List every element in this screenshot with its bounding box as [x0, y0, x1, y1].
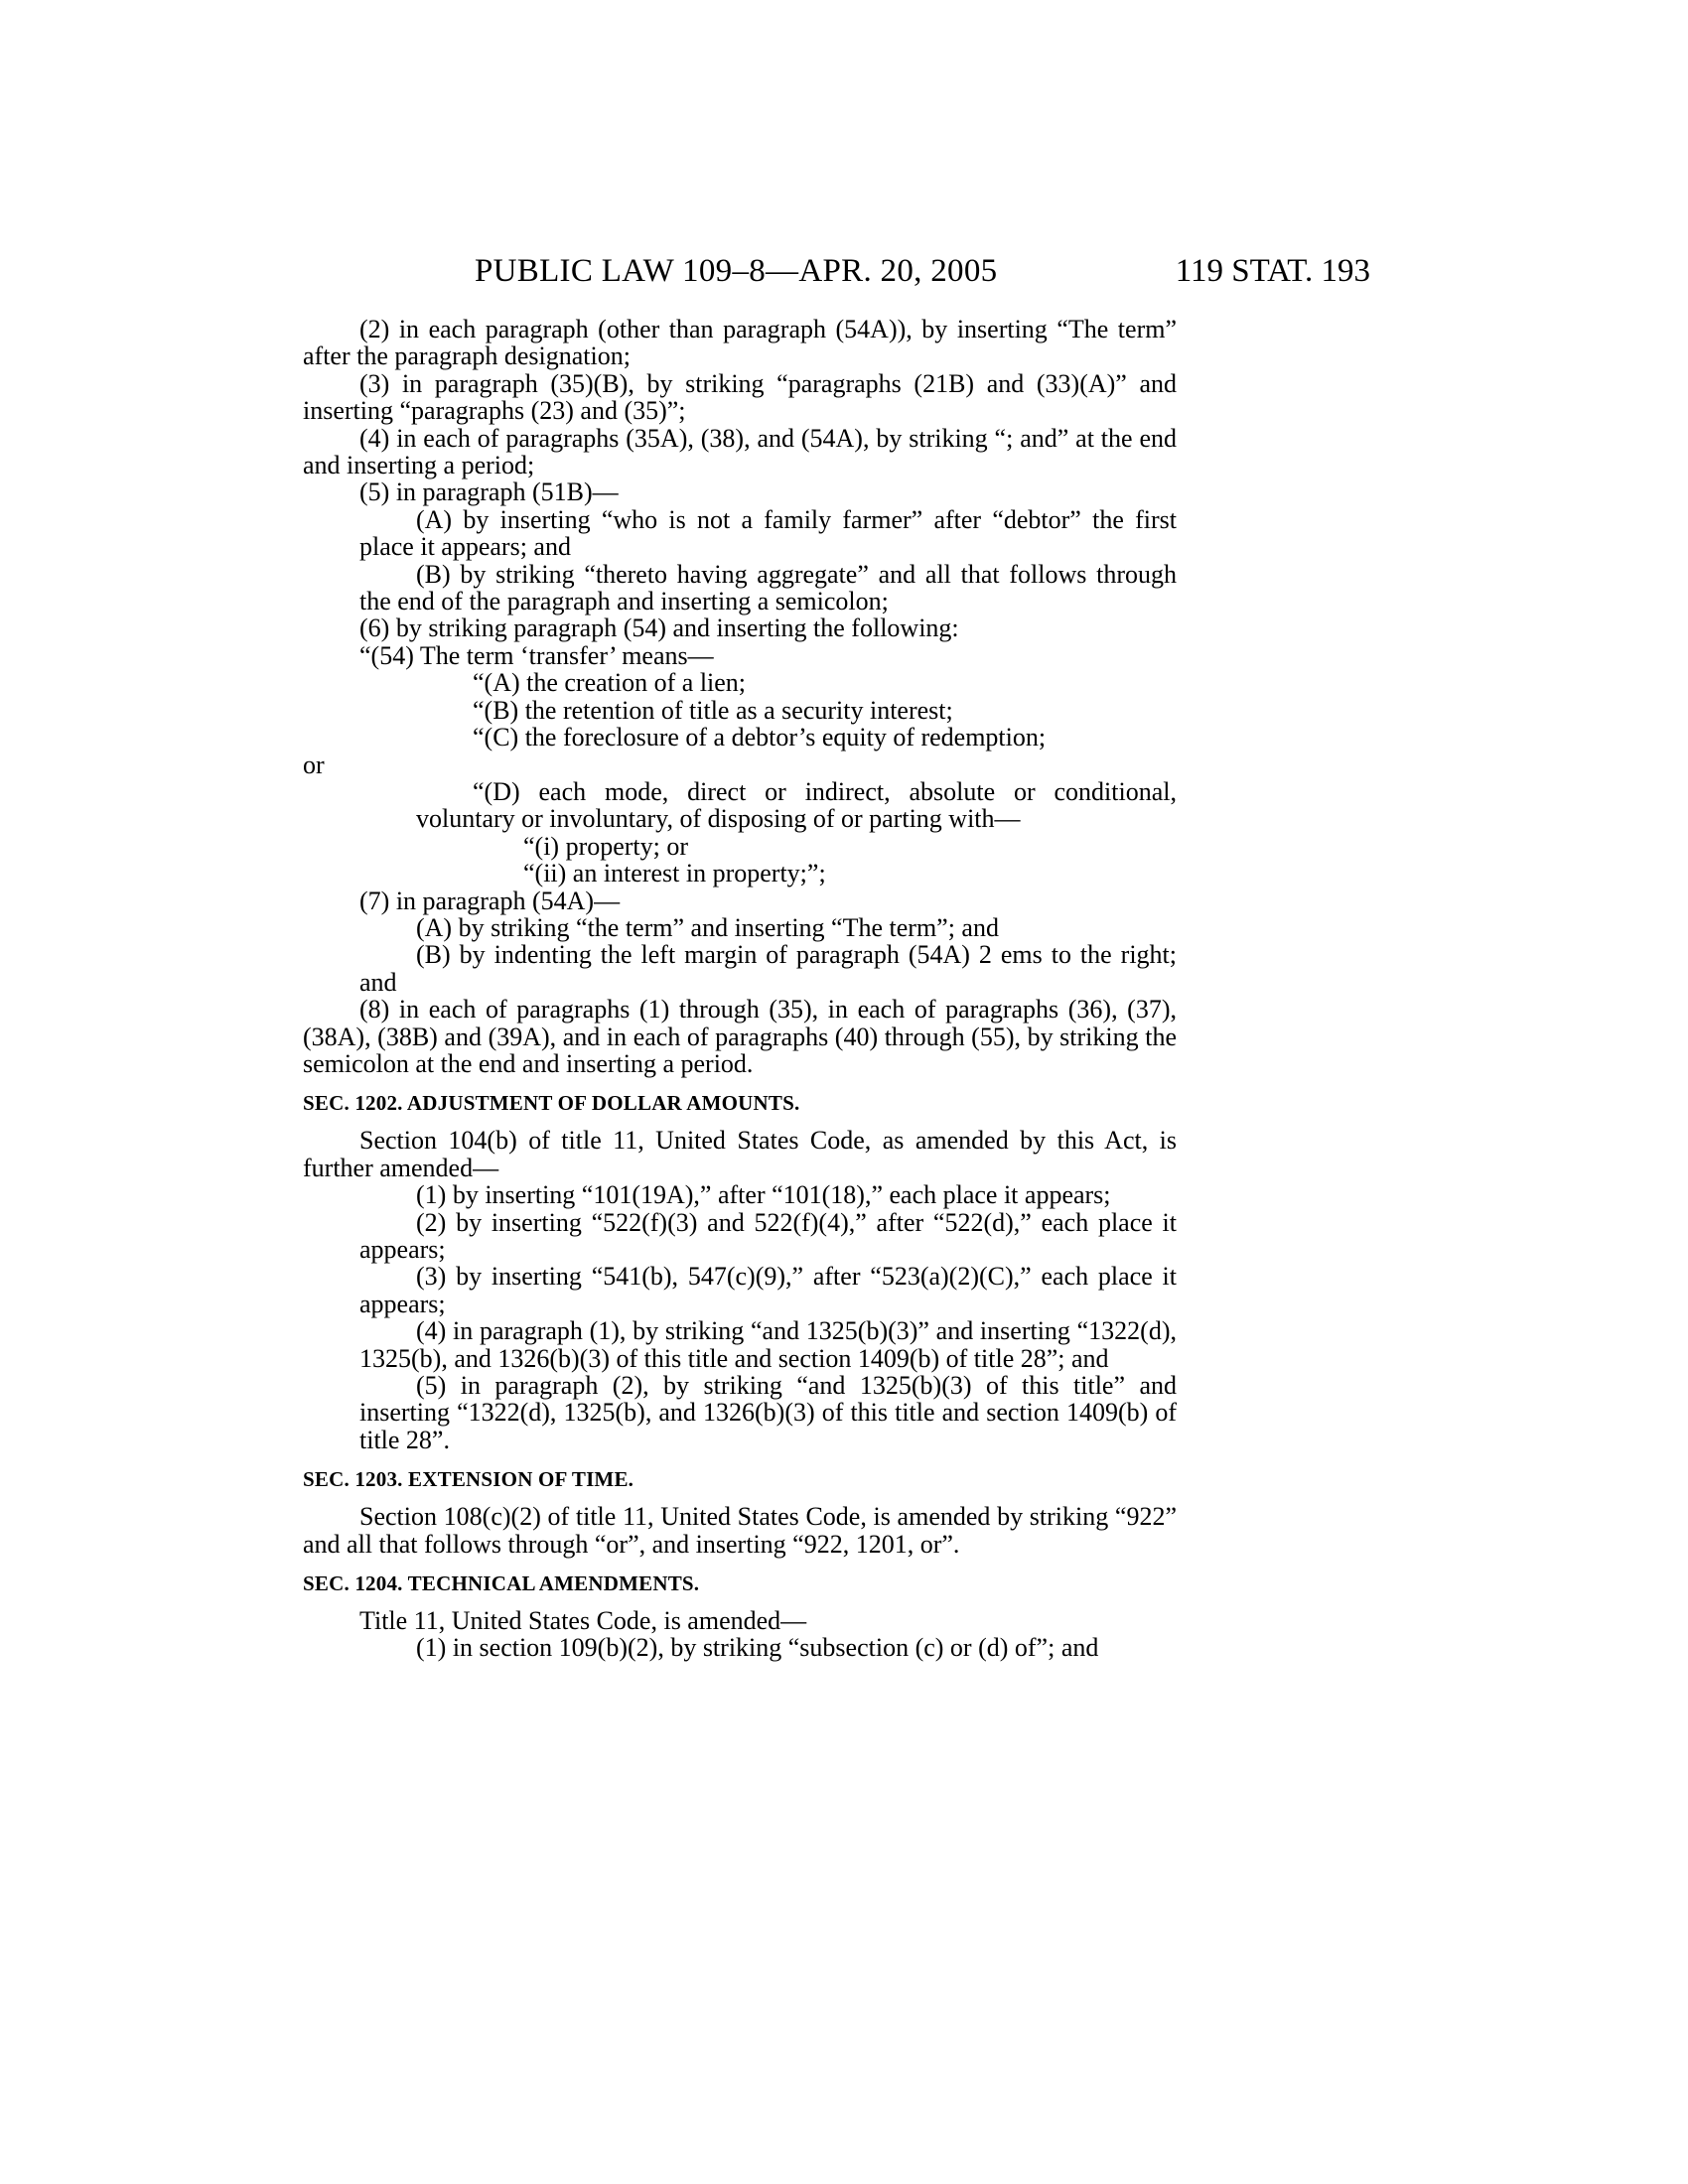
section-1202-item-2: (2) by inserting “522(f)(3) and 522(f)(4),” after “522(d),” each place it appears;: [359, 1207, 1177, 1264]
quoted-paragraph-54-d: “(D) each mode, direct or indirect, absolute or conditional, voluntary or involuntary, of disposing of or parting with—: [416, 776, 1177, 834]
section-1203-heading: SEC. 1203. EXTENSION OF TIME.: [303, 1467, 634, 1492]
section-1204-heading: SEC. 1204. TECHNICAL AMENDMENTS.: [303, 1571, 700, 1596]
quoted-paragraph-54: “(54) The term ‘transfer’ means—: [359, 640, 714, 670]
amendment-item-7-b: (B) by indenting the left margin of paragraph (54A) 2 ems to the right; and: [359, 940, 1177, 997]
quoted-paragraph-54-b: “(B) the retention of title as a security interest;: [473, 695, 953, 725]
section-1203-text: Section 108(c)(2) of title 11, United States Code, is amended by striking “922” and all that follows through “or”, and inserting “922, 1201, or”.: [303, 1502, 1177, 1559]
section-1202-item-4: (4) in paragraph (1), by striking “and 1325(b)(3)” and inserting “1322(d), 1325(b), and 1326(b)(3) of this title and section 1409(b) of title 28”; and: [359, 1316, 1177, 1373]
amendment-item-2: (2) in each paragraph (other than paragraph (54A)), by inserting “The term” after the paragraph designation;: [303, 315, 1177, 371]
section-1204-intro: Title 11, United States Code, is amended—: [359, 1606, 807, 1636]
amendment-item-7-a: (A) by striking “the term” and inserting “The term”; and: [416, 912, 999, 942]
amendment-item-8: (8) in each of paragraphs (1) through (35), in each of paragraphs (36), (37), (38A), (38B) and (39A), and in each of paragraphs (40) through (55), by striking the semicolon at the end and inserting a period.: [303, 995, 1177, 1078]
section-1202-intro: Section 104(b) of title 11, United States Code, as amended by this Act, is further amended—: [303, 1126, 1177, 1182]
amendment-item-3: (3) in paragraph (35)(B), by striking “paragraphs (21B) and (33)(A)” and inserting “paragraphs (23) and (35)”;: [303, 368, 1177, 426]
amendment-item-6: (6) by striking paragraph (54) and inserting the following:: [359, 614, 959, 643]
quoted-paragraph-54-a: “(A) the creation of a lien;: [473, 668, 747, 698]
section-1202-heading: SEC. 1202. ADJUSTMENT OF DOLLAR AMOUNTS.: [303, 1091, 800, 1116]
amendment-item-5-a: (A) by inserting “who is not a family farmer” after “debtor” the first place it appears; and: [359, 504, 1177, 562]
page-header: [0, 251, 1688, 291]
quoted-paragraph-54-d-ii: “(ii) an interest in property;”;: [523, 859, 826, 888]
amendment-item-7: (7) in paragraph (54A)—: [359, 886, 621, 915]
section-1202-item-1: (1) by inserting “101(19A),” after “101(18),” each place it appears;: [416, 1180, 1111, 1210]
statutes-page-number: 119 STAT. 193: [1175, 253, 1370, 289]
page-body: [303, 316, 1177, 1662]
quoted-paragraph-54-c-or: or: [303, 750, 325, 779]
public-law-running-head: PUBLIC LAW 109–8—APR. 20, 2005: [475, 253, 998, 289]
section-1202-item-5: (5) in paragraph (2), by striking “and 1325(b)(3) of this title” and inserting “1322(d), 1325(b), and 1326(b)(3) of this title and section 1409(b) of title 28”.: [359, 1371, 1177, 1454]
section-1202-item-3: (3) by inserting “541(b), 547(c)(9),” after “523(a)(2)(C),” each place it appears;: [359, 1262, 1177, 1318]
amendment-item-4: (4) in each of paragraphs (35A), (38), and (54A), by striking “; and” at the end and inserting a period;: [303, 423, 1177, 480]
quoted-paragraph-54-d-i: “(i) property; or: [523, 831, 689, 861]
amendment-item-5-b: (B) by striking “thereto having aggregate” and all that follows through the end of the paragraph and inserting a semicolon;: [359, 559, 1177, 616]
quoted-paragraph-54-c: “(C) the foreclosure of a debtor’s equity of redemption;: [473, 723, 1047, 752]
section-1204-item-1: (1) in section 109(b)(2), by striking “subsection (c) or (d) of”; and: [416, 1633, 1099, 1663]
amendment-item-5: (5) in paragraph (51B)—: [359, 478, 619, 507]
